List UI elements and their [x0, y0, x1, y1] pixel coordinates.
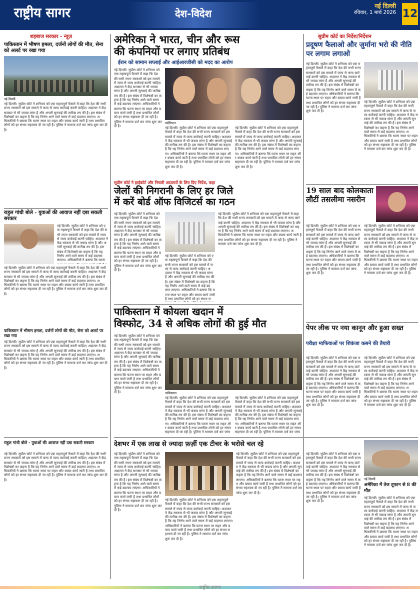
story-body: नई दिल्ली। सुप्रीम कोर्ट ने शनिवार को एक महत्वपूर्ण फैसले में कहा कि देश की सभी राज्य सरकारों को इस मामले में जल्द से जल्द कार्रवाई करनी चाहिए। अदालत ने केंद्र सरकार से भी जवाब मांगा है और अगली सुनवाई की तारीख तय की है। इस संबंध में विशेषज्ञों का कहना है कि यह निर्णय आने वाले समय में कई बदलाव लाएगा। अधिकारियों ने बताया कि घटना स्थल पर राहत और बचाव कार्य जारी है तथा प्रभावित लोगों को हर संभव सहायता दी जा रही है। पुलिस ने मामला दर्ज कर जांच शुरू कर दी है। — [218, 212, 302, 247]
story-headline-line1: पेपर लीक पर नया कानून और हुआ सख्त — [306, 324, 404, 332]
story-body: नई दिल्ली। सुप्रीम कोर्ट ने शनिवार को एक महत्वपूर्ण फैसले में कहा कि देश की सभी राज्य सरकारों को इस मामले में जल्द से जल्द कार्रवाई करनी चाहिए। अदालत ने केंद्र सरकार से भी जवाब मांगा है और अगली सुनवाई की तारीख तय की है। इस संबंध में विशेषज्ञों का कहना है कि यह निर्णय आने वाले समय में कई बदलाव लाएगा। अधिकारियों ने बताया कि घटना स्थल पर राहत और बचाव कार्य जारी है तथा प्रभावित लोगों को हर संभव सहायता दी जा रही है। पुलिस ने मामला दर्ज कर जांच शुरू कर दी है। — [306, 62, 361, 114]
story-headline: पाकिस्तान में भीषण हमला, दर्जनों लोगों की मौत, सेना को अलर्ट पर रखा गया — [4, 328, 104, 338]
section-title: देश-विदेश — [175, 9, 212, 20]
story-body: नई दिल्ली। सुप्रीम कोर्ट ने शनिवार को एक महत्वपूर्ण फैसले में कहा कि देश की सभी राज्य सरकारों को इस मामले में जल्द से जल्द कार्रवाई करनी चाहिए। अदालत ने केंद्र सरकार से भी जवाब मांगा है और अगली सुनवाई की तारीख तय की है। इस संबंध में विशेषज्ञों का कहना है कि यह निर्णय आने वाले समय में कई बदलाव लाएगा। अधिकारियों ने बताया कि घटना स्थल पर राहत और बचाव कार्य जारी है तथा प्रभावित लोगों को हर संभव सहायता दी जा रही है। पुलिस ने मामला दर्ज कर जांच शुरू कर दी है। — [364, 100, 418, 152]
story-headline: 19 साल बाद कोलकाता लौटीं तसलीमा नसरीन — [306, 186, 374, 204]
story-body: नई दिल्ली। सुप्रीम कोर्ट ने शनिवार को एक महत्वपूर्ण फैसले में कहा कि देश की सभी राज्य सरकारों को इस मामले में जल्द से जल्द कार्रवाई करनी चाहिए। अदालत ने केंद्र सरकार से भी जवाब मांगा है और अगली सुनवाई की तारीख तय की है। इस संबंध में विशेषज्ञों का कहना है कि यह निर्णय आने वाले समय में कई बदलाव लाएगा। अधिकारियों ने बताया कि घटना स्थल पर राहत और बचाव कार्य जारी है तथा प्रभावित लोगों को हर संभव सहायता दी जा रही है। पुलिस ने मामला दर्ज कर जांच शुरू कर दी है। — [236, 452, 302, 495]
rahul-photo — [4, 224, 54, 264]
story-headline: राहुल गांधी बोले - युवाओं की आवाज नहीं दबा सकती सरकार — [4, 210, 103, 222]
page-footer: राष्ट्रीय सागर — [199, 585, 221, 591]
story-body: नई दिल्ली। सुप्रीम कोर्ट ने शनिवार को एक महत्वपूर्ण फैसले में कहा कि देश की सभी राज्य सरकारों को इस मामले में जल्द से जल्द कार्रवाई करनी चाहिए। अदालत ने केंद्र सरकार से भी जवाब मांगा है और अगली सुनवाई की तारीख तय की है। इस संबंध में विशेषज्ञों का कहना है कि यह निर्णय आने वाले समय में कई बदलाव लाएगा। अधिकारियों ने बताया कि घटना स्थल पर राहत और बचाव कार्य जारी है तथा प्रभावित लोगों को हर संभव सहायता दी जा रही है। पुलिस ने मामला दर्ज कर जांच शुरू कर दी है। — [4, 266, 108, 296]
story-body: नई दिल्ली। सुप्रीम कोर्ट ने शनिवार को एक महत्वपूर्ण फैसले में कहा कि देश की सभी राज्य सरकारों को इस मामले में जल्द से जल्द कार्रवाई करनी चाहिए। अदालत ने केंद्र सरकार से भी जवाब मांगा है और अगली सुनवाई की तारीख तय की है। इस संबंध में विशेषज्ञों का कहना है कि यह निर्णय आने वाले समय में कई बदलाव लाएगा। अधिकारियों ने बताया कि घटना स्थल पर राहत और बचाव कार्य जारी है तथा प्रभावित लोगों को हर संभव सहायता दी जा रही है। पुलिस ने मामला दर्ज कर जांच — [165, 396, 232, 434]
story-body: नई दिल्ली। सुप्रीम कोर्ट ने शनिवार को एक महत्वपूर्ण फैसले में कहा कि देश की सभी राज्य सरकारों को इस मामले में जल्द से जल्द कार्रवाई करनी चाहिए। अदालत ने केंद्र सरकार से भी जवाब मांगा है और अगली सुनवाई की तारीख तय की है। इस संबंध में विशेषज्ञों का कहना है कि यह निर्णय आने वाले समय में कई बदलाव लाएगा। अधिकारियों ने बताया कि घटना स्थल पर राहत और बचाव कार्य जारी है तथा प्रभावित लोगों को हर संभव सहायता दी जा रही है। पुलिस ने मामला दर्ज कर जांच शुरू कर दी है। — [114, 452, 162, 512]
students-photo — [165, 452, 233, 496]
newspaper-logo: राष्ट्रीय सागर — [14, 6, 71, 21]
lead-headline-line1: अमेरिका ने भारत, चीन और रूस — [114, 34, 240, 46]
story-body: नई दिल्ली। सुप्रीम कोर्ट ने शनिवार को एक महत्वपूर्ण फैसले में कहा कि देश की सभी राज्य सरकारों को इस मामले में जल्द से जल्द कार्रवाई करनी चाहिए। अदालत ने केंद्र सरकार से भी जवाब मांगा है और अगली सुनवाई की तारीख तय की है। इस संबंध में विशेषज्ञों का कहना है कि यह निर्णय आने वाले समय में कई बदलाव लाएगा। अधिकारियों ने बताया कि घटना — [57, 224, 108, 263]
story-headline-line2: में करें बोर्ड ऑफ विजिटर्स का गठन — [114, 197, 236, 208]
supreme-court-photo — [165, 212, 215, 252]
story-body: नई दिल्ली। सुप्रीम कोर्ट ने शनिवार को एक महत्वपूर्ण फैसले में कहा कि देश की सभी राज्य सरकारों को इस मामले में जल्द से जल्द कार्रवाई करनी चाहिए। अदालत ने केंद्र सरकार से भी जवाब मांगा है और अगली सुनवाई की तारीख तय की है। इस संबंध में विशेषज्ञों का कहना है कि यह निर्णय आने वाले समय में कई बदलाव लाएगा। अधिकारियों ने बताया कि घटना स्थल पर राहत और बचाव कार्य जारी है तथा प्रभावित लोगों को हर संभव सहायता दी जा रही है। पुलिस ने मामला दर्ज कर जांच शुरू कर दी है। — [4, 340, 108, 370]
story-body: नई दिल्ली। सुप्रीम कोर्ट ने शनिवार को एक महत्वपूर्ण फैसले में कहा कि देश की सभी राज्य सरकारों को इस मामले में जल्द से जल्द कार्रवाई करनी चाहिए। अदालत ने केंद्र सरकार से भी जवाब मांगा है और अगली सुनवाई की तारीख तय की है। इस संबंध में विशेषज्ञों का कहना है कि यह निर्णय आने वाले समय में कई बदलाव लाएगा। अधिकारियों ने बताया कि घटना स्थल पर राहत और बचाव कार्य जारी है तथा प्रभावित लोगों को हर संभव सहायता दी जा रही है। पुलिस ने मामला दर्ज कर जांच शुरू कर दी है। — [364, 224, 418, 276]
story-divider — [4, 437, 108, 438]
story-body: नई दिल्ली। सुप्रीम कोर्ट ने शनिवार को एक महत्वपूर्ण फैसले में कहा कि देश की सभी राज्य सरकारों को इस मामले में जल्द से जल्द कार्रवाई करनी चाहिए। अदालत ने केंद्र सरकार से भी जवाब मांगा है और अगली सुनवाई की तारीख तय की है। इस संबंध में विशेषज्ञों का कहना है कि यह निर्णय आने वाले समय में कई बदलाव लाएगा। अधिकारियों ने बताया कि घटना स्थल पर राहत और बचाव कार्य जारी है तथा प्रभावित लोगों को हर संभव सहायता दी जा रही है। पुलिस ने मामला दर्ज कर जांच शुरू कर दी है। — [364, 356, 418, 408]
story-headline-line2: परीक्षा माफियाओं पर शिकंजा कसने की तैयारी — [306, 341, 391, 347]
storm-photo — [364, 440, 418, 476]
masthead — [0, 0, 420, 30]
story-divider — [114, 437, 418, 438]
story-body: नई दिल्ली। सुप्रीम कोर्ट ने शनिवार को एक महत्वपूर्ण फैसले में कहा कि देश की सभी राज्य सरकारों को इस मामले में जल्द से जल्द कार्रवाई करनी चाहिए। अदालत ने केंद्र सरकार से भी जवाब मांगा है और अगली सुनवाई की तारीख तय की है। इस संबंध में विशेषज्ञों का कहना है कि यह निर्णय आने वाले समय में कई बदलाव लाएगा। अधिकारियों ने बताया कि घटना स्थल पर राहत और बचाव कार्य जारी है तथा प्रभावित लोगों को हर संभव स — [165, 254, 215, 301]
story-label: सुप्रीम कोर्ट का निर्देश/निर्देशन — [318, 34, 372, 40]
lead-headline-line2: की कंपनियों पर लगाए प्रतिबंध — [114, 46, 230, 58]
photo-caption: नई दिल्ली — [364, 477, 376, 481]
column-rule — [110, 34, 111, 579]
lead-subhead: ईरान को सामान सप्लाई और आईआरजीसी को मदद का आरोप — [118, 60, 233, 66]
story-headline-line2: विस्फोट, 34 से अधिक लोगों की हुई मौत — [114, 319, 267, 330]
story-body: नई दिल्ली। सुप्रीम कोर्ट ने शनिवार को एक महत्वपूर्ण फैसले में कहा कि देश की सभी राज्य सरकारों को इस मामले में जल्द से जल्द कार्रवाई करनी चाहिए। अदालत ने केंद्र सरकार से भी जवाब मांगा है और अगली सुनवाई की तारीख तय की है। इस संबंध में विशेषज्ञों का कहना है कि यह निर्णय आने वाले समय में कई बदलाव लाएगा। अधिकारियों ने बताया कि घटना स्थल पर राहत और बचाव कार्य जारी है तथा प्रभावित लोगों को हर संभव सहायता दी जा रही है। पुलिस ने मामला दर्ज कर जांच शुरू कर दी है। — [306, 224, 361, 276]
page-number: 12 — [402, 3, 418, 25]
story-headline-line1: पाकिस्तान में कोयला खदान में — [114, 307, 224, 318]
mine-blast-photo — [165, 334, 302, 390]
story-body: नई दिल्ली। सुप्रीम कोर्ट ने शनिवार को एक महत्वपूर्ण फैसले में कहा कि देश की सभी राज्य सरकारों को इस मामले में जल्द से जल्द कार्रवाई करनी चाहिए। अदालत ने केंद्र सरकार से भी जवाब मांगा है और अगली सुनवाई की तारीख तय की है। इस संबंध में विशेषज्ञों का कहना है कि यह निर्णय आने वाले समय में कई बदलाव लाएगा। अधिकारियों ने बताया कि घटना स्थल पर राहत और बचाव कार्य जारी है तथा प्रभावित लोगों को हर संभव सहायता दी जा रही है। पुलिस ने मामला दर्ज कर जांच शुरू कर दी है। — [4, 452, 108, 482]
story-body: नई दिल्ली। सुप्रीम कोर्ट ने शनिवार को एक महत्वपूर्ण फैसले में कहा कि देश की सभी राज्य सरकारों को इस मामले में जल्द से जल्द कार्रवाई करनी चाहिए। अदालत ने केंद्र सरकार से भी जवाब मांगा है और अगली सुनवाई की तारीख तय की है। इस संबंध में विशेषज्ञों का कहना है कि यह निर्णय आने वाले समय में कई बदलाव लाएगा। अधिकारियों ने बताया कि घटना स्थल पर राहत और बचाव कार्य जारी है तथा प्रभावित लोगों को हर संभव सहायता दी जा रही है। पुलिस ने मामला दर्ज कर जांच शुरू कर दी है। — [165, 126, 232, 169]
story-body: नई दिल्ली। सुप्रीम कोर्ट ने शनिवार को एक महत्वपूर्ण फैसले में कहा कि देश की सभी राज्य सरकारों को इस मामले में जल्द से जल्द कार्रवाई करनी चाहिए। अदालत ने केंद्र सरकार से भी जवाब मांगा है और अगली सुनवाई की तारीख तय की है। इस संबंध में विशेषज्ञों का कहना है कि यह निर्णय आने वाले समय में कई बदलाव लाएगा। अधिकारियों ने बताया कि घटना स्थल पर राहत और बचाव कार्य जारी है तथा प्रभावित लोगों को हर संभव सहायता दी जा रही है। पुलिस ने मामला दर्ज कर जांच शुरू कर दी है। — [235, 126, 302, 169]
story-label: शहबाज सरकार - न्यूज़ — [30, 34, 72, 40]
photo-caption: पाकिस्तान — [165, 391, 177, 395]
column-rule — [303, 34, 304, 579]
story-divider — [4, 208, 108, 209]
story-body: नई दिल्ली। सुप्रीम कोर्ट ने शनिवार को एक महत्वपूर्ण फैसले में कहा कि देश की सभी राज्य सरकारों को इस मामले में जल्द से जल्द कार्रवाई करनी चाहिए। अदालत ने केंद्र सरकार से भी जवाब मांगा है और अगली सुनवाई की तारीख तय की है। इस संबंध में विशेषज्ञों का कहना है कि यह निर्णय आने वाले समय में कई बदलाव लाएगा। अधिकारियों ने बताया कि घटना स्थल पर राहत और बचाव कार्य जारी है तथा प्रभावित लोगों को हर संभव सहायता दी जा रही है। पुलिस ने मामला दर्ज कर जांच शुरू कर दी है। — [364, 496, 418, 548]
dateline-block — [300, 3, 396, 27]
story-body: नई दिल्ली। सुप्रीम कोर्ट ने शनिवार को एक महत्वपूर्ण फैसले में कहा कि देश की सभी राज्य सरकारों को इस मामले में जल्द से जल्द कार्रवाई करनी चाहिए। अदालत ने केंद्र सरकार से भी जवाब मांगा है और अगली सुनवाई की तारीख तय की है। इस संबंध में विशेषज्ञों का कहना है कि यह निर्णय आने वाले समय में कई बदलाव लाएगा। अधिकारियों ने बताया कि घटना स्थल पर राहत और बचाव कार्य जारी है तथा प्रभावित लोगों को हर संभव सहायता दी जा रही है। पुलिस ने मामला दर्ज कर जांच — [235, 396, 302, 434]
story-headline: देशभर में एक लाख से ज्यादा फ़र्ज़ी एक टीचर के भरोसे चल रहे — [114, 440, 264, 448]
story-divider — [306, 322, 418, 323]
court-photo — [364, 62, 418, 98]
story-divider — [306, 184, 418, 185]
story-body: नई दिल्ली। सुप्रीम कोर्ट ने शनिवार को एक महत्वपूर्ण फैसले में कहा कि देश की सभी राज्य सरकारों को इस मामले में जल्द से जल्द कार्रवाई करनी चाहिए। अदालत ने केंद्र सरकार से भी जवाब मांगा है और अगली सुनवाई की तारीख तय की है। इस संबंध में विशेषज्ञों का कहना है कि यह निर्णय आने वाले समय में कई बदलाव लाएगा। अधिकारियों ने बताया कि घटना स्थल पर राहत और बचाव कार्य जारी है तथा प्रभावित लोगों को हर संभव सहायता दी जा रही है। पुलिस ने मामला दर्ज कर जांच शुरू कर दी है। — [306, 452, 361, 504]
story-headline: प्रदूषण फैलाओ और जुर्माना भरो की नीति पर लगाम लगाओ — [306, 40, 412, 58]
story-headline: पाकिस्तान में भीषण हमला, दर्जनों लोगों की मौत, सेना को अलर्ट पर रखा गया — [4, 42, 104, 54]
story-body: नई दिल्ली। सुप्रीम कोर्ट ने शनिवार को एक महत्वपूर्ण फैसले में कहा कि देश की सभी राज्य सरकारों को इस मामले में जल्द से जल्द कार्रवाई करनी चाहिए। अदालत ने केंद्र सरकार से भी जवाब मांगा है और अगली सुनवाई की तारीख तय की है। इस संबंध में विशेषज्ञों का कहना है कि यह निर्णय आने वाले समय में कई बदलाव लाएगा। अधिकारियों ने बताया कि घटना स्थल पर राहत और बचाव कार्य जारी है तथा प्रभावित लोगों को हर संभव सहायता दी जा रही है। पुलिस ने मामला दर्ज कर जांच शुरू कर दी है। — [114, 212, 162, 272]
photo-caption: नई दिल्ली — [4, 97, 16, 101]
story-body: नई दिल्ली। सुप्रीम कोर्ट ने शनिवार को एक महत्वपूर्ण फैसले में कहा कि देश की सभी राज्य सरकारों को इस मामले में जल्द से जल्द कार्रवाई करनी चाहिए। अदालत ने केंद्र सरकार से भी जवाब मांगा है और अगली सुनवाई की तारीख तय की है। इस संबंध में विशेषज्ञों का कहना है कि यह निर्णय आने वाले समय में कई बदलाव लाएगा। अधिकारियों ने बताया कि घटना स्थल पर राहत और बचाव कार्य जारी है तथा प्रभावित लोगों को हर संभव सहायता दी जा रही है। पुलिस ने मामला दर्ज कर जांच शुरू कर दी है। — [306, 356, 361, 408]
story-headline-line1: जेलों की निगरानी के लिए हर जिले — [114, 186, 234, 197]
photo-caption: वाशिंगटन — [165, 121, 176, 125]
story-body: नई दिल्ली। सुप्रीम कोर्ट ने शनिवार को एक महत्वपूर्ण फैसले में कहा कि देश की सभी राज्य सरकारों को इस मामले में जल्द से जल्द कार्रवाई करनी चाहिए। अदालत ने केंद्र सरकार से भी जवाब मांगा है और अगली सुनवाई की तारीख तय की है। इस संबंध में विशेषज्ञों का कहना है कि यह निर्णय आने वाले समय में कई बदलाव लाएगा। अधिकारियों ने बताया कि घटना स्थल पर राहत और बचाव कार्य जारी है तथा प्रभावित लोगों को हर संभव सहायता दी जा रही है। पुलिस ने मामला दर्ज कर जांच शुरू कर दी है। — [165, 498, 233, 541]
city-label: नई दिल्ली — [374, 3, 396, 10]
story-body: नई दिल्ली। सुप्रीम कोर्ट ने शनिवार को एक महत्वपूर्ण फैसले में कहा कि देश की सभी राज्य सरकारों को इस मामले में जल्द से जल्द कार्रवाई करनी चाहिए। अदालत ने केंद्र सरकार से भी जवाब मांगा है और अगली सुनवाई की तारीख तय की है। इस संबंध में विशेषज्ञों का कहना है कि यह निर्णय आने वाले समय में कई बदलाव लाएगा। अधिकारियों ने बताया कि घटना स्थल पर राहत और बचाव कार्य जारी है तथा प्रभावित लोगों को हर संभव सहायता दी जा रही है। पुलिस ने मामला दर्ज कर जांच शुरू कर दी है। — [114, 68, 162, 128]
story-kicker: सुप्रीम कोर्ट ने हाईकोर्ट और निचली अदालतों के लिए दिए निर्देश, कहा — [114, 180, 216, 185]
story-body: नई दिल्ली। सुप्रीम कोर्ट ने शनिवार को एक महत्वपूर्ण फैसले में कहा कि देश की सभी राज्य सरकारों को इस मामले में जल्द से जल्द कार्रवाई करनी चाहिए। अदालत ने केंद्र सरकार से भी जवाब मांगा है और अगली सुनवाई की तारीख तय की है। इस संबंध में विशेषज्ञों का कहना है कि यह निर्णय आने वाले समय में कई बदलाव लाएगा। अधिकारियों ने बताया कि घटना स्थल पर राहत और बचाव कार्य जारी है तथा प्रभावित लोगों को हर संभव सहायता दी जा रही है। पुलिस ने मामला दर्ज कर जांच शुरू कर दी है। — [4, 102, 108, 132]
story-divider — [114, 304, 302, 305]
story-headline: राहुल गांधी बोले - युवाओं की आवाज नहीं दबा सकती सरकार — [4, 440, 95, 445]
nasreen-photo — [376, 186, 418, 222]
lead-photo-collage — [165, 68, 302, 120]
story-headline: अमेरिका में तेज तूफान से 8 की मौत — [364, 483, 417, 494]
story-photo — [4, 56, 108, 96]
story-body: नई दिल्ली। सुप्रीम कोर्ट ने शनिवार को एक महत्वपूर्ण फैसले में कहा कि देश की सभी राज्य सरकारों को इस मामले में जल्द से जल्द कार्रवाई करनी चाहिए। अदालत ने केंद्र सरकार से भी जवाब मांगा है और अगली सुनवाई की तारीख तय की है। इस संबंध में विशेषज्ञों का कहना है कि यह निर्णय आने वाले समय में कई बदलाव लाएगा। अधिकारियों ने बताया कि घटना स्थल पर राहत और बचाव कार्य जारी है तथा प्रभावित लोगों को हर संभव सहायता दी जा रही है। पुलिस ने मामला दर्ज कर जांच शुरू कर दी है। — [114, 334, 162, 394]
dateline: रविवार, 1 मार्च 2026 — [354, 10, 396, 16]
